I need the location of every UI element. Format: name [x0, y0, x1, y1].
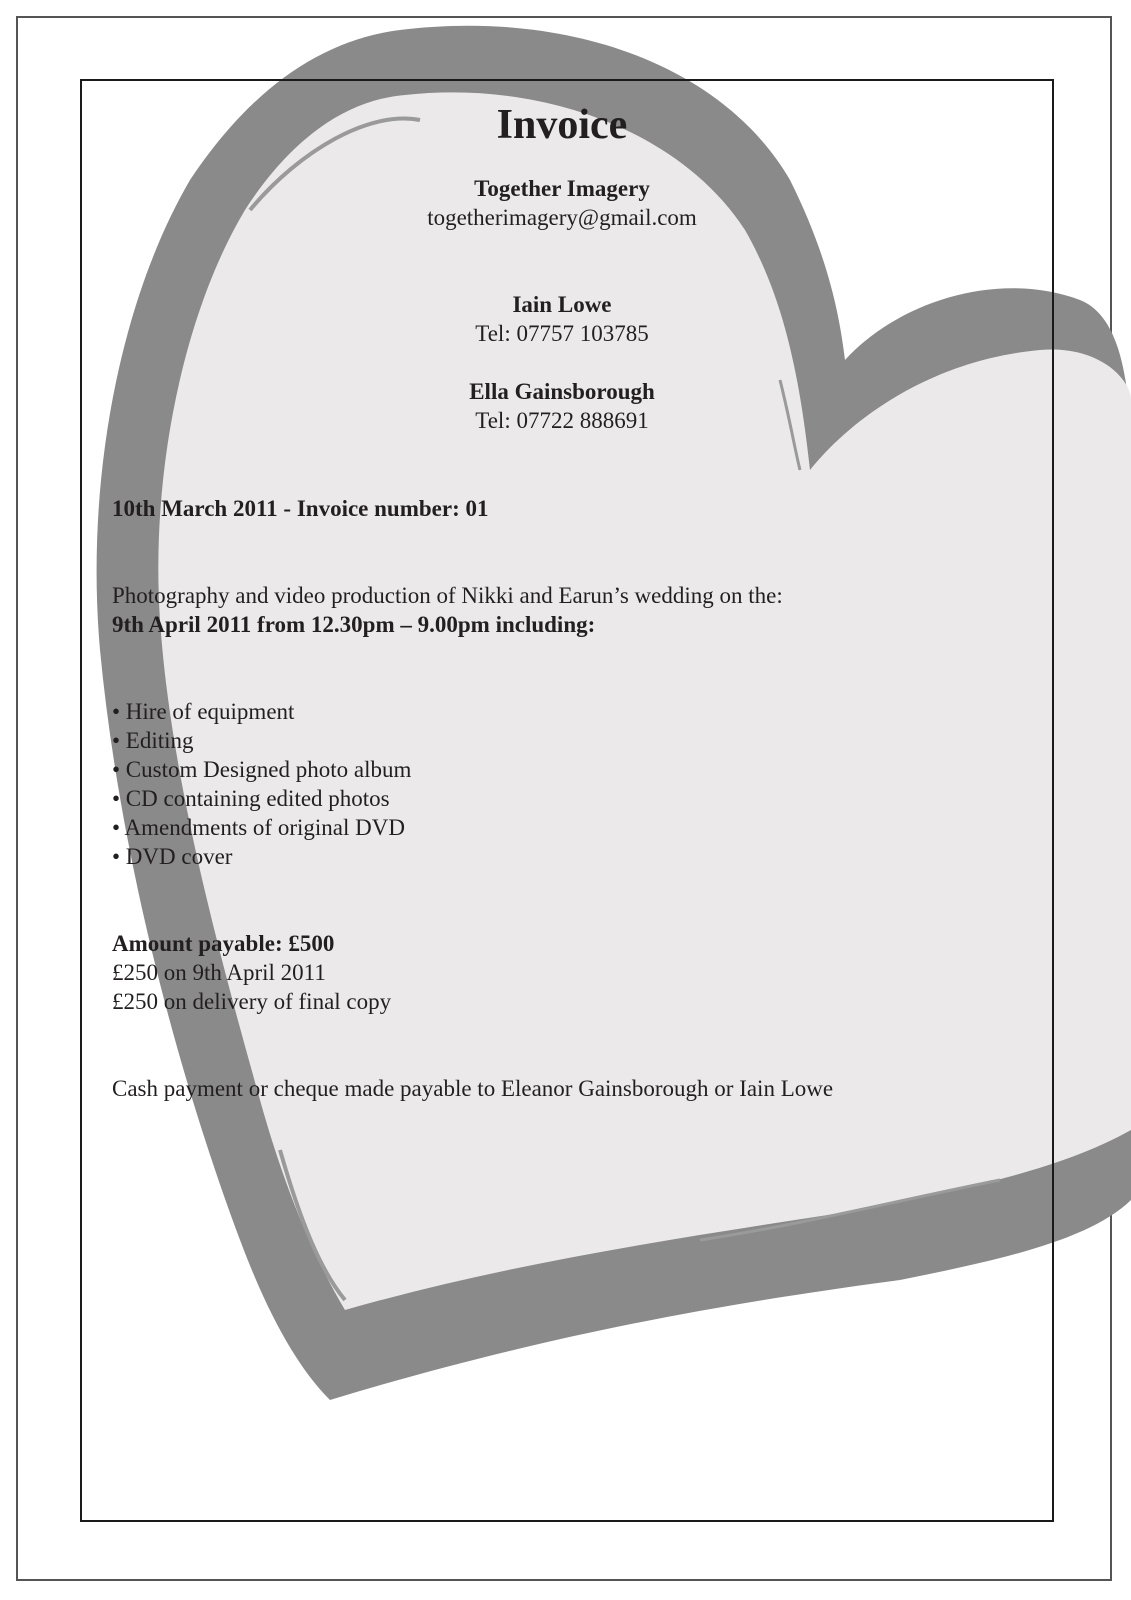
contact-name-iain: Iain Lowe [512, 292, 612, 317]
payment-note: Cash payment or cheque made payable to Eleanor Gainsborough or Iain Lowe [112, 1076, 834, 1101]
list-item: • Hire of equipment [112, 699, 295, 724]
installment-2: £250 on delivery of final copy [112, 989, 392, 1014]
list-item: • CD containing edited photos [112, 786, 390, 811]
company-name: Together Imagery [474, 176, 650, 201]
invoice-title: Invoice [496, 102, 628, 148]
contact-tel-iain: Tel: 07757 103785 [475, 321, 649, 346]
description-line-1: Photography and video production of Nikki and Earun’s wedding on the: [112, 583, 783, 608]
amount-payable: Amount payable: £500 [112, 931, 335, 956]
invoice-date-number: 10th March 2011 - Invoice number: 01 [112, 496, 489, 521]
description-line-2: 9th April 2011 from 12.30pm – 9.00pm including: [112, 612, 596, 637]
contact-tel-ella: Tel: 07722 888691 [475, 408, 649, 433]
list-item: • Amendments of original DVD [112, 815, 405, 840]
contact-name-ella: Ella Gainsborough [469, 379, 655, 404]
installment-1: £250 on 9th April 2011 [112, 960, 326, 985]
list-item: • Custom Designed photo album [112, 757, 412, 782]
list-item: • Editing [112, 728, 194, 753]
list-item: • DVD cover [112, 844, 233, 869]
company-email: togetherimagery@gmail.com [427, 205, 697, 230]
